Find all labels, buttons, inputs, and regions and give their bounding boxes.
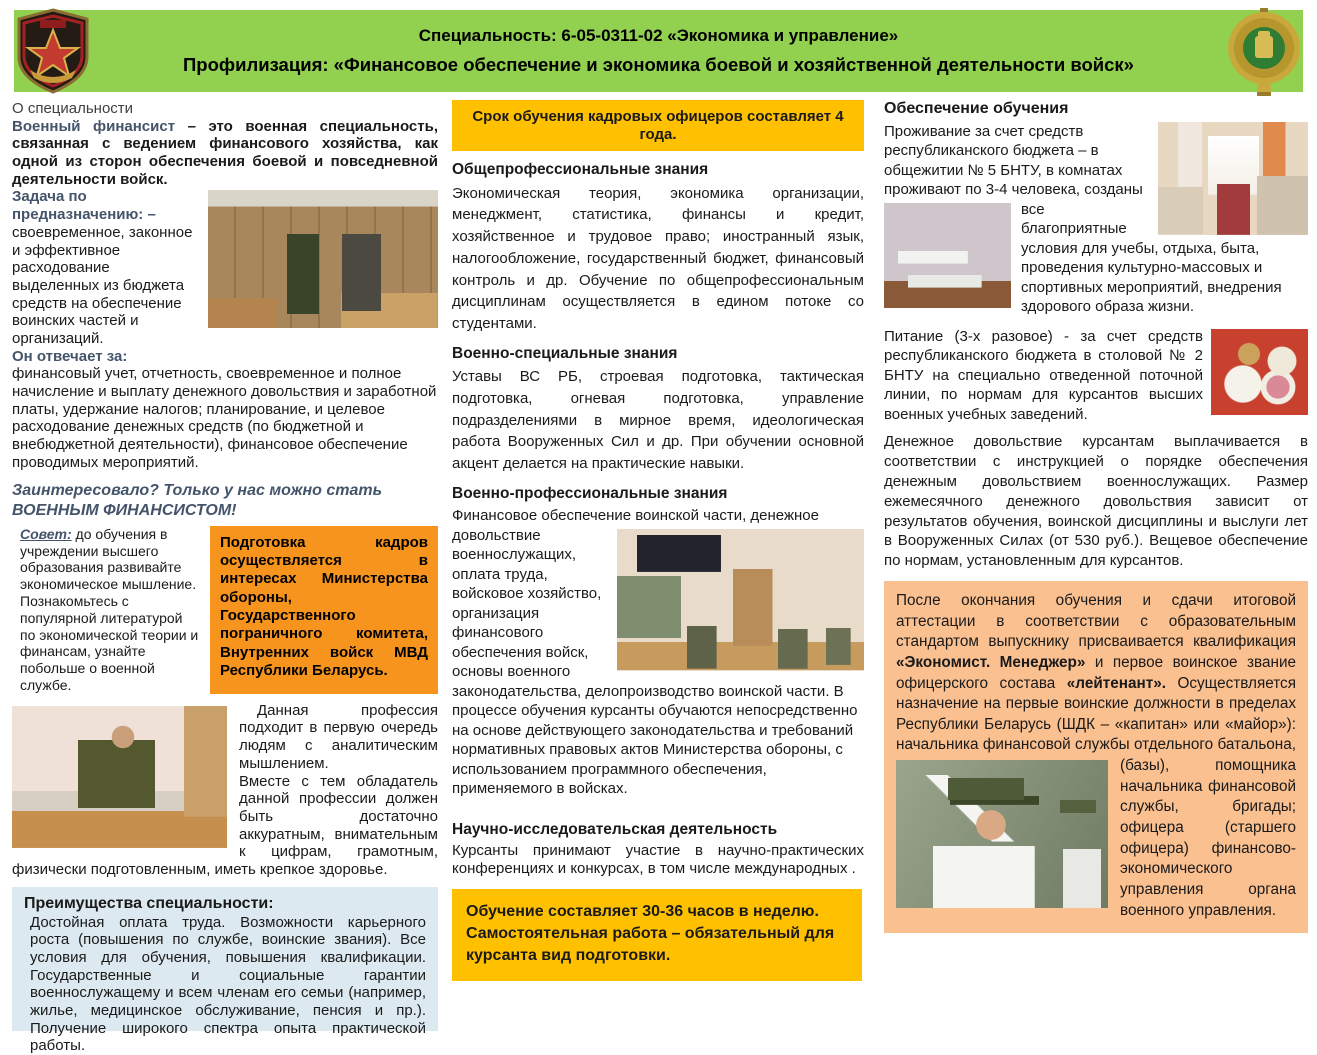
profession-fit-paragraph1: Данная профессия подходит в первую очередь людям с аналитическим мышлением. xyxy=(239,701,438,772)
military-professional-title: Военно-профессиональные знания xyxy=(452,484,728,502)
dormitory-room-photo xyxy=(1158,122,1308,235)
military-professional-section xyxy=(452,506,864,799)
meals-text: Питание (3-х разовое) - за счет средств республиканского бюджета в столовой № 2 БНТУ на специально отведенной поточной линии, по нормам для курсантов высших военных учебных заведений. xyxy=(884,327,1203,423)
meals-section xyxy=(884,327,1308,425)
general-knowledge-text: Экономическая теория, экономика организации, менеджмент, статистика, финансы и кредит, хозяйственное и трудовое право; иностранный язык, налогообложение, государственный бюджет, финансовый контроль и др. Обучение по общепрофессиональным дисциплинам осуществляется в едином потоке со студентами. xyxy=(452,184,864,333)
graduation-p3b: начальника финансовой службы, бригады; офицера (старшего офицера) финансово-экономического управления органа военного управления. xyxy=(1120,777,1296,919)
military-special-text: Уставы ВС РБ, строевая подготовка, тактическая подготовка, огневая подготовка, управление подразделениями в мирное время, идеологическая работа Вооруженных Сил и др. При обучении основной акцент делается на практические навыки. xyxy=(452,368,864,473)
about-lead-accent: Военный финансист xyxy=(12,117,176,135)
allowance-paragraph: Денежное довольствие курсантам выплачивается в соответствии с инструкцией о порядке обеспечения денежным довольствием военнослужащих. Размер ежемесячного денежного довольствия зависит от результатов обучения, воинской дисциплины и выслуги лет в Вооруженных Силах (от 530 руб.). Вещевое обеспечение по нормам, установленным для курсантов. xyxy=(884,433,1308,570)
graduation-qualification: «Экономист. Менеджер» xyxy=(896,653,1086,671)
profession-fit-paragraph2: Вместе с тем обладатель данной профессии должен быть достаточно аккуратным, внимательным к цифрам, грамотным, физически подготовленным, иметь крепкое здоровье. xyxy=(12,772,438,878)
research-text: Курсанты принимают участие в научно-практических конференциях и конкурсах, в том числе международных . xyxy=(452,842,864,877)
right-column xyxy=(884,100,1308,933)
advice-row xyxy=(12,526,438,694)
about-lead-paragraph xyxy=(12,118,438,189)
header-banner xyxy=(14,10,1303,92)
left-column xyxy=(12,100,438,1055)
housing-text2: все благоприятные условия для учебы, отдыха, быта, проведения культурно-массовых и спортивных мероприятий, внедрения здорового образа жизни. xyxy=(1021,200,1282,316)
military-special-title: Военно-специальные знания xyxy=(452,344,678,362)
task-section xyxy=(12,188,438,471)
advice-text: до обучения в учреждении высшего образования развивайте экономическое мышление. Познакомьтесь с популярной литературой по экономической теории и финансам, узнайте побольше о военной службе. xyxy=(20,525,199,693)
ironing-room-photo xyxy=(884,203,1011,308)
advice-label: Совет: xyxy=(20,525,72,542)
military-professional-text1: Финансовое обеспечение воинской части, денежное довольствие xyxy=(452,507,819,544)
interest-callout: Заинтересовало? Только у нас можно стать ВОЕННЫМ ФИНАНСИСТОМ! xyxy=(12,482,383,519)
university-medal-emblem xyxy=(1224,6,1304,103)
task-label: Задача по предназначению: – xyxy=(12,188,156,224)
duration-box: Срок обучения кадровых офицеров составляет 4 года. xyxy=(452,100,864,151)
responsibility-text: финансовый учет, отчетность, своевременное и полное начисление и выплату денежного довольствия и заработной платы, удержание налогов; планирование, и целевое расходование денежных средств (по бюджетной и внебюджетной деятельности), финансовое обеспечение проводимых мероприятий. xyxy=(12,365,437,471)
about-lead-rest: – это военная специальность, связанная с ведением финансового хозяйства, как одной из сторон обеспечения боевой и повседневной деятельности войск. xyxy=(12,117,438,188)
about-title: О специальности xyxy=(12,100,134,117)
classroom-lecture-photo xyxy=(617,529,864,671)
training-interests-box: Подготовка кадров осуществляется в интересах Министерства обороны, Государственного пограничного комитета, Внутренних войск МВД Республики Беларусь. xyxy=(210,526,438,694)
canteen-meal-photo xyxy=(1211,329,1308,415)
responsibility-label: Он отвечает за: xyxy=(12,347,128,365)
housing-section xyxy=(884,122,1308,317)
advice-note xyxy=(12,526,200,694)
task-text: своевременное, законное и эффективное расходование выделенных из бюджета средств на обеспечение воинских частей и организаций. xyxy=(12,223,193,347)
middle-column xyxy=(452,100,864,981)
support-title: Обеспечение обучения xyxy=(884,100,1069,117)
cadet-studying-photo xyxy=(12,706,227,848)
graduation-p1: После окончания обучения и сдачи итоговой аттестации в соответствии с образовательным стандартом выпускнику присваивается квалификация xyxy=(896,591,1296,651)
faculty-shield-emblem xyxy=(16,8,90,99)
workload-box: Обучение составляет 30-36 часов в неделю. Самостоятельная работа – обязательный для курсанта вид подготовки. xyxy=(452,889,862,981)
military-professional-text2: военнослужащих, оплата труда, войсковое хозяйство, организация финансового обеспечения войск, основы военного законодательства, делопроизводство воинской части. В процессе обучения курсанты обучаются непосредственно на основе действующего законодательства и требований нормативных правовых актов Министерства обороны, с использованием программного обеспечения, применяемого в войсках. xyxy=(452,546,858,798)
profilization-title: Профилизация: «Финансовое обеспечение и экономика боевой и хозяйственной деятельности войск» xyxy=(183,54,1134,75)
advantages-text: Достойная оплата труда. Возможности карьерного роста (повышения по службе, воинские звания). Все условия для обучения, повышения квалификации. Государственные и социальные гарантии военнослужащему и всем членам его семьи (например, жилье, медицинское обслуживание, пенсия и пр.). Получение широкого спектра опыта практической работы. xyxy=(30,913,426,1055)
graduation-rank: «лейтенант». xyxy=(1066,674,1166,692)
handshake-award-photo xyxy=(208,190,438,328)
advantages-title: Преимущества специальности: xyxy=(24,894,274,912)
graduation-box xyxy=(884,581,1308,933)
graduation-p3a: Осуществляется назначение на первые воинские должности в пределах Республики Беларусь (ШДК – «капитан» или «майор»): начальника финансовой службы отдельного батальона, (базы), помощника xyxy=(896,674,1296,775)
saluting-officers-photo xyxy=(896,760,1108,908)
graduation-p2: и первое воинское звание офицерского состава xyxy=(896,653,1296,692)
specialty-title: Специальность: 6-05-0311-02 «Экономика и управление» xyxy=(418,26,899,45)
general-knowledge-title: Общепрофессиональные знания xyxy=(452,161,709,179)
housing-text1: Проживание за счет средств республиканского бюджета – в общежитии № 5 БНТУ, в комнатах проживают по 3-4 человека, созданы xyxy=(884,122,1143,199)
advantages-box xyxy=(12,887,438,1055)
profession-fit-section xyxy=(12,702,438,879)
research-title: Научно-исследовательская деятельность xyxy=(452,820,778,838)
